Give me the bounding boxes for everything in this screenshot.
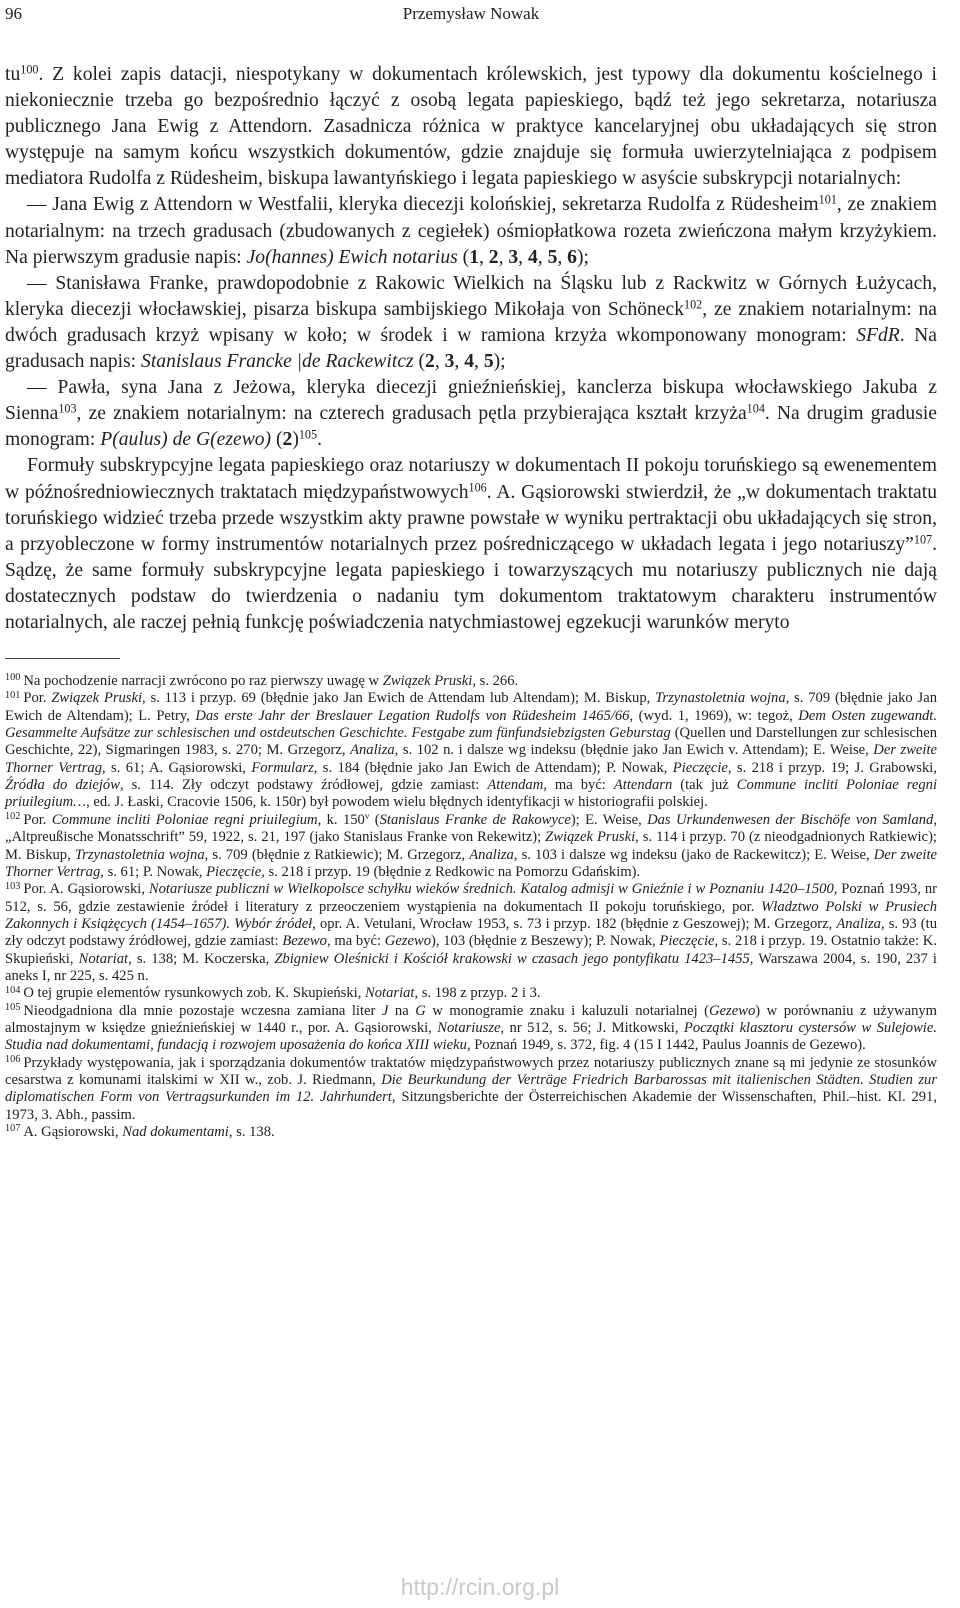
italic-text: Pieczęcie xyxy=(206,863,262,880)
page xyxy=(5,0,937,1141)
italic-text: Bezewo xyxy=(282,933,327,950)
italic-text: Commune incliti Poloniae regni priuilegium… xyxy=(5,777,937,811)
footnote-ref: v xyxy=(364,810,370,821)
footnote-101: $^{101}$ Por. Związek Pruski, s. 113 i przyp. 69 (błędnie jako Jan Ewich de Attendam lub Altendam); M. Biskup, Trzynastoletnia wojna, s. 709 (błędnie jako Jan Ewich de Altendam); L. Petry, Das erste Jahr der Breslauer Legation Rudolfs von Rüdesheim 1465/66, (wyd. 1, 1969), w: tegoż, Dem Osten zugewandt. Gesammelte Aufsätze zur schlesischen und ostdeutschen Geschichte. Festgabe zum fünfundsiebzigsten Geburstag (Quellen und Darstellungen zur schlesischen Geschichte, 22), Sigmaringen 1983, s. 270; M. Grzegorz, Analiza, s. 102 n. i dalsze wg indeksu (błędnie jako Jan Ewich v. Attendam); E. Weise, Der zweite Thorner Vertrag, s. 61; A. Gąsiorowski, Formularz, s. 184 (błędnie jako Jan Ewich de Attendam); P. Nowak, Pieczęcie, s. 218 i przyp. 19; J. Grabowski, Źródła do dziejów, s. 114. Zły odczyt podstawy źródłowej, gdzie zamiast: Attendam, ma być: Attendarn (tak już Commune incliti Poloniae regni priuilegium…, ed. J. Łaski, Cracovie 1506, k. 150r) był powodem wielu błędnych identyfikacji w historiografii polskiej. xyxy=(5,689,938,811)
italic-text: Das erste Jahr der Breslauer Legation Rudolfs von Rüdesheim 1465/66 xyxy=(195,707,630,724)
italic-text: Die Beurkundung der Verträge Friedrich Barbarossas mit italienischen Städten. Studien zur diplomatischen Form von Vertragsurkunden im 12. Jahrhundert xyxy=(5,1071,937,1106)
italic-text: P(aulus) de G(ezewo) xyxy=(100,429,272,451)
italic-text: Pieczęcie xyxy=(672,759,728,776)
italic-text: Analiza xyxy=(836,915,881,932)
footnotes xyxy=(5,673,937,1141)
italic-text: Der zweite Thorner Vertrag xyxy=(5,846,937,880)
italic-text: Gezewo xyxy=(384,933,431,950)
footnote-number: 102 xyxy=(5,811,21,823)
bold-text: 3 xyxy=(444,351,455,373)
italic-text: Der zweite Thorner Vertrag xyxy=(5,742,938,776)
main-text xyxy=(5,62,937,636)
italic-text: Trzynastoletnia wojna xyxy=(74,846,205,863)
italic-text: Władztwo Polski w Prusiech Zakonnych i Książęcych (1454–1657). Wybór źródeł xyxy=(5,898,937,932)
footnote-number: 106 xyxy=(5,1054,21,1066)
italic-text: Pieczęcie xyxy=(659,933,715,950)
italic-text: SFdR xyxy=(856,324,900,346)
paragraph-notary-stanislaw-franke: — Stanisława Franke, prawdopodobnie z Rakowic Wielkich na Śląsku lub z Rackwitz w Górnych Łużycach, kleryka diecezji włocławskiej, pisarza biskupa sambijskiego Mikołaja von Schöneck$^{102}$, ze znakiem notarialnym: na dwóch gradusach krzyż wpisany w koło; w środek i w ramiona krzyża wkomponowany monogram: SFdR. Na gradusach napis: Stanislaus Francke |de Rackewitcz (2, 3, 4, 5); xyxy=(5,272,937,373)
italic-text: Zbigniew Oleśnicki i Kościół krakowski w czasach jego pontyfikatu 1423–1455 xyxy=(274,950,750,967)
italic-text: Commune incliti Poloniae regni priuilegium xyxy=(51,811,318,828)
bold-text: 2 xyxy=(488,246,499,268)
running-head-author: Przemysław Nowak xyxy=(402,4,540,23)
footnote-104: $^{104}$ O tej grupie elementów rysunkowych zob. K. Skupieński, Notariat, s. 198 z przyp. 2 i 3. xyxy=(5,984,541,1002)
bold-text: 1 xyxy=(469,246,479,268)
italic-text: Związek Pruski xyxy=(382,673,473,690)
bold-text: 4 xyxy=(464,351,475,373)
italic-text: Początki klasztoru cystersów w Sulejowie. Studia nad dokumentami, fundacją i rozwojem uposażenia do końca XIII wieku xyxy=(5,1019,937,1054)
bold-text: 5 xyxy=(483,351,494,373)
footnote-number: 104 xyxy=(5,984,21,996)
paragraph-subscription-formulas: Formuły subskrypcyjne legata papieskiego oraz notariuszy w dokumentach II pokoju toruńskiego są ewenementem w późnośredniowiecznych traktatach międzypaństwowych$^{106}$. A. Gąsiorowski stwierdził, że „w dokumentach traktatu toruńskiego widzieć trzeba przede wszystkim akty prawne powstałe w wyniku pertraktacji obu układających się stron, a przyobleczone w formy instrumentów notarialnych przez pośredniczącego w układach legata i jego notariuszy”$^{107}$. Sądzę, że same formuły subskrypcyjne legata papieskiego i towarzyszących mu notariuszy publicznych nie dają dostatecznych podstaw do twierdzenia o nadaniu tym dokumentom traktatowym charakteru instrumentów notarialnych, ale raczej pełnią funkcję poświadczenia natychmiastowej egzekucji warunków meryto xyxy=(5,455,937,633)
italic-text: Attendarn xyxy=(613,777,673,794)
footnote-ref: 103 xyxy=(58,401,77,416)
footnote-107: $^{107}$ A. Gąsiorowski, Nad dokumentami, s. 138. xyxy=(5,1123,275,1140)
italic-text: Dem Osten zugewandt. Gesammelte Aufsätze zur schlesischen und ostdeutschen Geschichte. Festgabe zum fünfundsiebzigsten Geburstag xyxy=(5,707,937,742)
italic-text: Związek Pruski xyxy=(51,690,143,707)
italic-text: Analiza xyxy=(469,846,514,863)
footnote-ref: 107 xyxy=(913,532,933,547)
footnote-105: $^{105}$ Nieodgadniona dla mnie pozostaje wczesna zamiana liter J na G w monogramie znaku i kaluzuli notarialnej (Gezewo) w porównaniu z używanym almostajnym w księdze gnieźnieńskiej w 1440 r., por. A. Gąsiorowski, Notariusze, nr 512, s. 56; J. Mitkowski, Początki klasztoru cystersów w Sulejowie. Studia nad dokumentami, fundacją i rozwojem uposażenia do końca XIII wieku, Poznań 1949, s. 372, fig. 4 (15 I 1442, Paulus Joannis de Gezewo). xyxy=(5,1002,938,1054)
footnote-ref: 106 xyxy=(468,479,487,494)
italic-text: Związek Pruski xyxy=(545,829,636,846)
italic-text: Trzynastoletnia wojna xyxy=(655,690,786,707)
italic-text: Das Urkundenwesen der Bischöfe von Samland xyxy=(647,811,934,828)
italic-text: Formularz xyxy=(251,759,314,776)
footnote-ref: 104 xyxy=(746,401,765,416)
italic-text: Attendam xyxy=(487,777,544,794)
paragraph-notary-jan-ewig: — Jana Ewig z Attendorn w Westfalii, kleryka diecezji kolońskiej, sekretarza Rudolfa z Rüdesheim$^{101}$, ze znakiem notarialnym: na trzech gradusach (zbudowanych z cegiełek) ośmiopłatkowa rozeta zwieńczona małym krzyżykiem. Na pierwszym gradusie napis: Jo(hannes) Ewich notarius (1, 2, 3, 4, 5, 6); xyxy=(5,192,937,268)
footnote-number: 107 xyxy=(5,1123,21,1135)
italic-text: Notariat xyxy=(78,950,129,967)
footnote-number: 103 xyxy=(5,880,21,892)
bold-text: 6 xyxy=(567,246,577,268)
footnote-number: 101 xyxy=(5,689,21,701)
italic-text: Stanislaus Franke de Rakowyce xyxy=(379,811,571,828)
italic-text: Jo(hannes) Ewich notarius xyxy=(246,246,458,268)
bold-text: 4 xyxy=(527,246,538,268)
footnote-ref: 100 xyxy=(20,62,39,77)
footnote-number: 105 xyxy=(5,1002,21,1013)
footnote-102: $^{102}$ Por. Commune incliti Poloniae regni priuilegium, k. 150$^v$ (Stanislaus Franke de Rakowyce); E. Weise, Das Urkundenwesen der Bischöfe von Samland, „Altpreußische Monatsschrift” 59, 1922, s. 21, 197 (jako Stanislaus Franke von Rekewitz); Związek Pruski, s. 114 i przyp. 70 (z nieodgadnionych Ratkiewic); M. Biskup, Trzynastoletnia wojna, s. 709 (błędnie z Ratkiewic); M. Grzegorz, Analiza, s. 103 i dalsze wg indeksu (jako de Rackewitcz); E. Weise, Der zweite Thorner Vertrag, s. 61; P. Nowak, Pieczęcie, s. 218 i przyp. 19 (błędnie z Redkowic na Pomorzu Gdańskim). xyxy=(5,810,938,880)
footnote-100: $^{100}$ Na pochodzenie narracji zwrócono po raz pierwszy uwagę w Związek Pruski, s. 266. xyxy=(5,672,519,690)
italic-text: Analiza xyxy=(350,742,395,759)
footnote-number: 100 xyxy=(5,672,21,684)
footnote-separator xyxy=(5,658,120,659)
bold-text: 2 xyxy=(282,429,293,451)
footnote-ref: 101 xyxy=(818,192,837,207)
italic-text: Notariusze publiczni w Wielkopolsce schyłku wieków średnich. Katalog admisji w Gnieźnie i w Poznaniu 1420–1500 xyxy=(148,881,834,898)
page-number: 96 xyxy=(5,4,22,23)
footnote-103: $^{103}$ Por. A. Gąsiorowski, Notariusze publiczni w Wielkopolsce schyłku wieków średnich. Katalog admisji w Gnieźnie i w Poznaniu 1420–1500, Poznań 1993, nr 512, s. 56, gdzie zestawienie źródeł i literatury z przeoczeniem wystąpienia na dokumentach II pokoju toruńskiego, por. Władztwo Polski w Prusiech Zakonnych i Książęcych (1454–1657). Wybór źródeł, opr. A. Vetulani, Wrocław 1953, s. 73 i przyp. 182 (błędnie z Geszowej); M. Grzegorz, Analiza, s. 93 (tu zły odczyt podstawy źródłowej, gdzie zamiast: Bezewo, ma być: Gezewo), 103 (błędnie z Beszewy); P. Nowak, Pieczęcie, s. 218 i przyp. 19. Ostatnio także: K. Skupieński, Notariat, s. 138; M. Koczerska, Zbigniew Oleśnicki i Kościół krakowski w czasach jego pontyfikatu 1423–1455, Warszawa 2004, s. 190, 237 i aneks I, nr 225, s. 425 n. xyxy=(5,880,937,984)
italic-text: Gezewo xyxy=(709,1002,756,1019)
footnote-ref: 105 xyxy=(298,427,318,442)
footnote-ref: 102 xyxy=(684,297,703,312)
italic-text: Notariusze xyxy=(437,1019,501,1036)
paragraph-1: $tu^{100}$. Z kolei zapis datacji, niespotykany w dokumentach królewskich, jest typowy dla dokumentu kościelnego i niekoniecznie trzeba go bezpośrednio łączyć z osobą legata papieskiego, bądź też jego sekretarza, notariusza publicznego Jana Ewig z Attendorn. Zasadnicza różnica w praktyce kancelaryjnej obu układających się stron występuje na samym końcu wszystkich dokumentów, gdzie znajduje się formuła uwierzytelniająca z podpisem mediatora Rudolfa z Rüdesheim, biskupa lawantyńskiego i legata papieskiego w asyście subskrypcji notarialnych: xyxy=(5,62,937,190)
footnote-106: $^{106}$ Przykłady występowania, jak i sporządzania dokumentów traktatów międzypaństwowych przez notariuszy publicznych znane są mi jedynie ze stosunków cesarstwa z komunami italskimi w XII w., zob. J. Riedmann, Die Beurkundung der Verträge Friedrich Barbarossas mit italienischen Städten. Studien zur diplomatischen Form von Vertragsurkunden im 12. Jahrhundert, Sitzungsberichte der Österreichischen Akademie der Wissenschaften, Phil.–hist. Kl. 291, 1973, 3. Abh., passim. xyxy=(5,1054,937,1123)
watermark-url: http://rcin.org.pl xyxy=(400,1574,560,1600)
bold-text: 5 xyxy=(547,246,558,268)
italic-text: J xyxy=(381,1002,389,1019)
bold-text: 3 xyxy=(508,246,519,268)
paragraph-notary-pawel: — Pawła, syna Jana z Jeżowa, kleryka diecezji gnieźnieńskiej, kanclerza biskupa włocławskiego Jakuba z Sienna$^{103}$, ze znakiem notarialnym: na czterech gradusach pętla przybierająca kształt krzyża$^{104}$. Na drugim gradusie monogram: P(aulus) de G(ezewo) $(2)^{105}$. xyxy=(5,377,937,451)
italic-text: G xyxy=(415,1002,426,1019)
italic-text: Stanislaus Francke |de Rackewitcz xyxy=(141,351,414,373)
bold-text: 2 xyxy=(425,351,435,373)
running-header xyxy=(5,0,937,28)
italic-text: Nad dokumentami xyxy=(122,1124,229,1140)
italic-text: Źródła do dziejów xyxy=(5,777,120,794)
italic-text: Notariat xyxy=(365,985,415,1002)
